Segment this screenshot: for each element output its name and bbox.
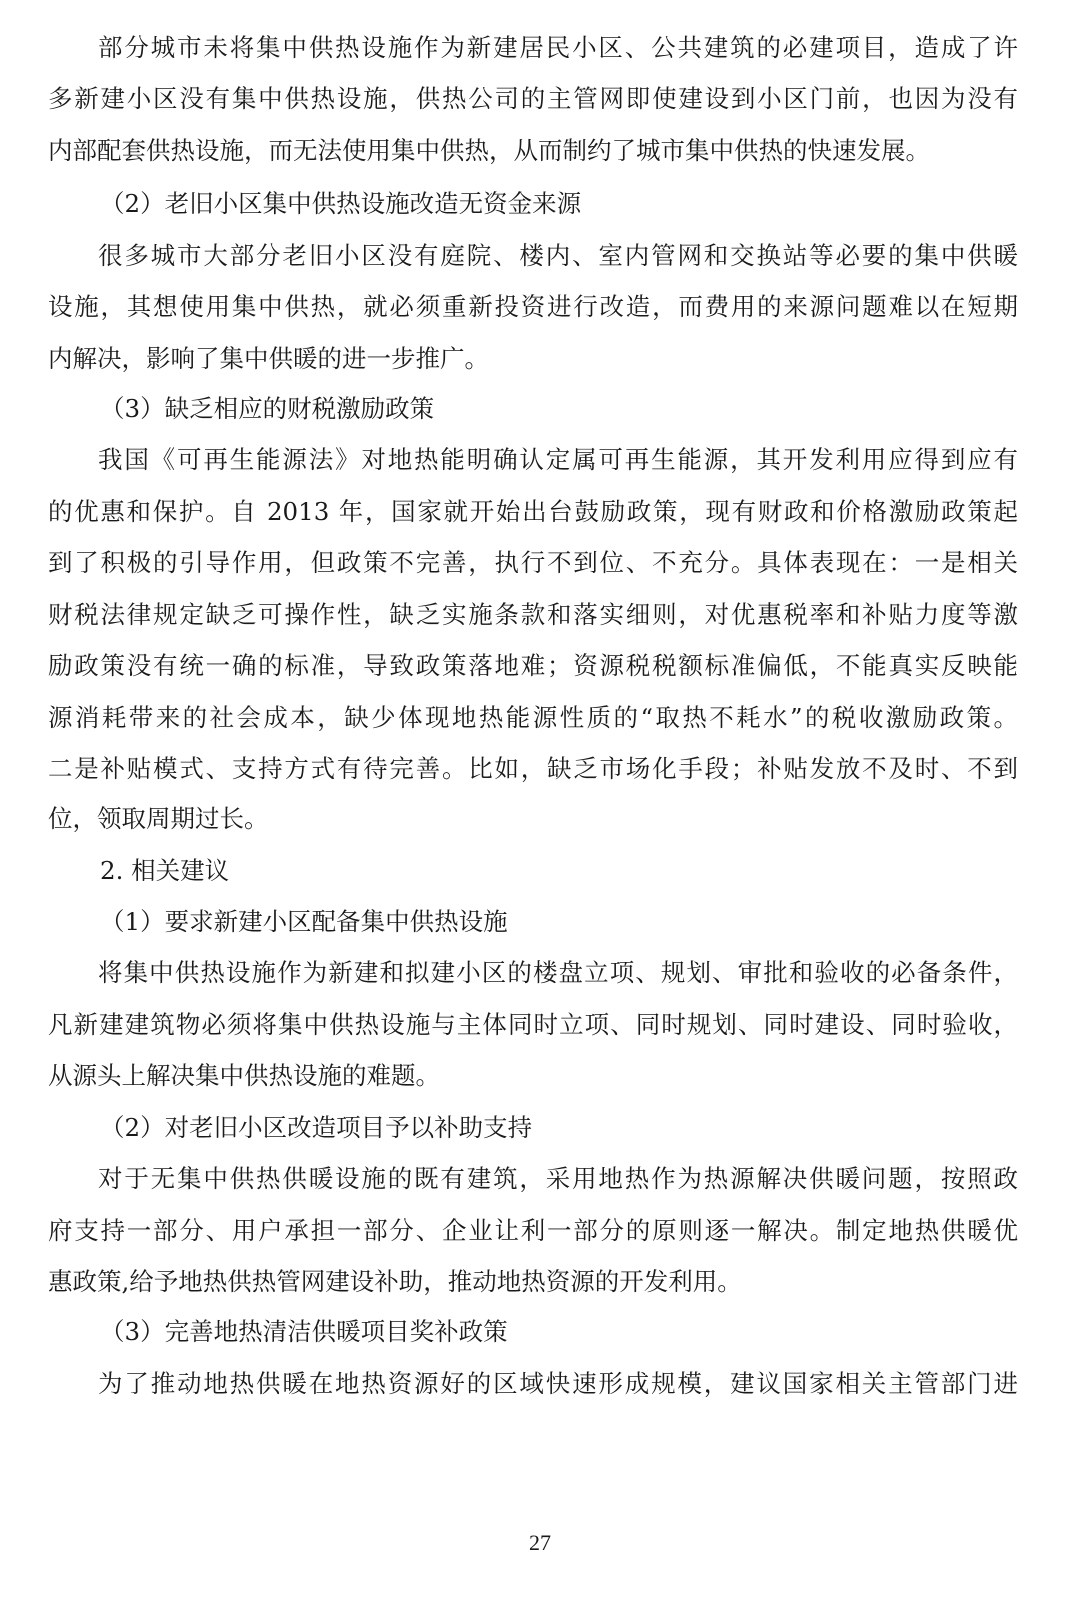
section-heading: 2. 相关建议: [100, 856, 230, 885]
text-line: 凡新建建筑物必须将集中供热设施与主体同时立项、同时规划、同时建设、同时验收，: [48, 1010, 1018, 1039]
text-line: 位，领取周期过长。: [48, 804, 269, 833]
text-line: 部分城市未将集中供热设施作为新建居民小区、公共建筑的必建项目，造成了许: [98, 33, 1018, 62]
section-heading: （2）老旧小区集中供热设施改造无资金来源: [100, 189, 582, 218]
text-line: 对于无集中供热供暖设施的既有建筑，采用地热作为热源解决供暖问题，按照政: [98, 1164, 1018, 1193]
text-line: 多新建小区没有集中供热设施，供热公司的主管网即使建设到小区门前，也因为没有: [48, 84, 1018, 113]
page-number: 27: [529, 1530, 551, 1555]
text-line: 惠政策,给予地热供热管网建设补助，推动地热资源的开发利用。: [48, 1267, 742, 1296]
section-heading: （3）缺乏相应的财税激励政策: [100, 394, 435, 423]
text-line: 二是补贴模式、支持方式有待完善。比如，缺乏市场化手段；补贴发放不及时、不到: [48, 754, 1018, 783]
text-line: 我国《可再生能源法》对地热能明确认定属可再生能源，其开发利用应得到应有: [98, 445, 1018, 474]
text-line: 励政策没有统一确的标准，导致政策落地难；资源税税额标准偏低，不能真实反映能: [48, 651, 1018, 680]
text-line: 源消耗带来的社会成本，缺少体现地热能源性质的“取热不耗水”的税收激励政策。: [48, 703, 1018, 732]
text-line: 的优惠和保护。自 2013 年，国家就开始出台鼓励政策，现有财政和价格激励政策起: [48, 497, 1018, 526]
text-line: 将集中供热设施作为新建和拟建小区的楼盘立项、规划、审批和验收的必备条件，: [98, 958, 1018, 987]
text-line: 很多城市大部分老旧小区没有庭院、楼内、室内管网和交换站等必要的集中供暖: [98, 241, 1018, 270]
text-line: 为了推动地热供暖在地热资源好的区域快速形成规模，建议国家相关主管部门进: [98, 1369, 1018, 1398]
section-heading: （1）要求新建小区配备集中供热设施: [100, 907, 508, 936]
text-line: 从源头上解决集中供热设施的难题。: [48, 1061, 440, 1090]
text-line: 府支持一部分、用户承担一部分、企业让利一部分的原则逐一解决。制定地热供暖优: [48, 1216, 1018, 1245]
text-line: 到了积极的引导作用，但政策不完善，执行不到位、不充分。具体表现在：一是相关: [48, 548, 1018, 577]
section-heading: （3）完善地热清洁供暖项目奖补政策: [100, 1317, 508, 1346]
section-heading: （2）对老旧小区改造项目予以补助支持: [100, 1113, 533, 1142]
text-line: 内解决，影响了集中供暖的进一步推广。: [48, 344, 489, 373]
text-line: 内部配套供热设施，而无法使用集中供热，从而制约了城市集中供热的快速发展。: [48, 136, 930, 165]
text-line: 设施，其想使用集中供热，就必须重新投资进行改造，而费用的来源问题难以在短期: [48, 292, 1018, 321]
text-line: 财税法律规定缺乏可操作性，缺乏实施条款和落实细则，对优惠税率和补贴力度等激: [48, 600, 1018, 629]
